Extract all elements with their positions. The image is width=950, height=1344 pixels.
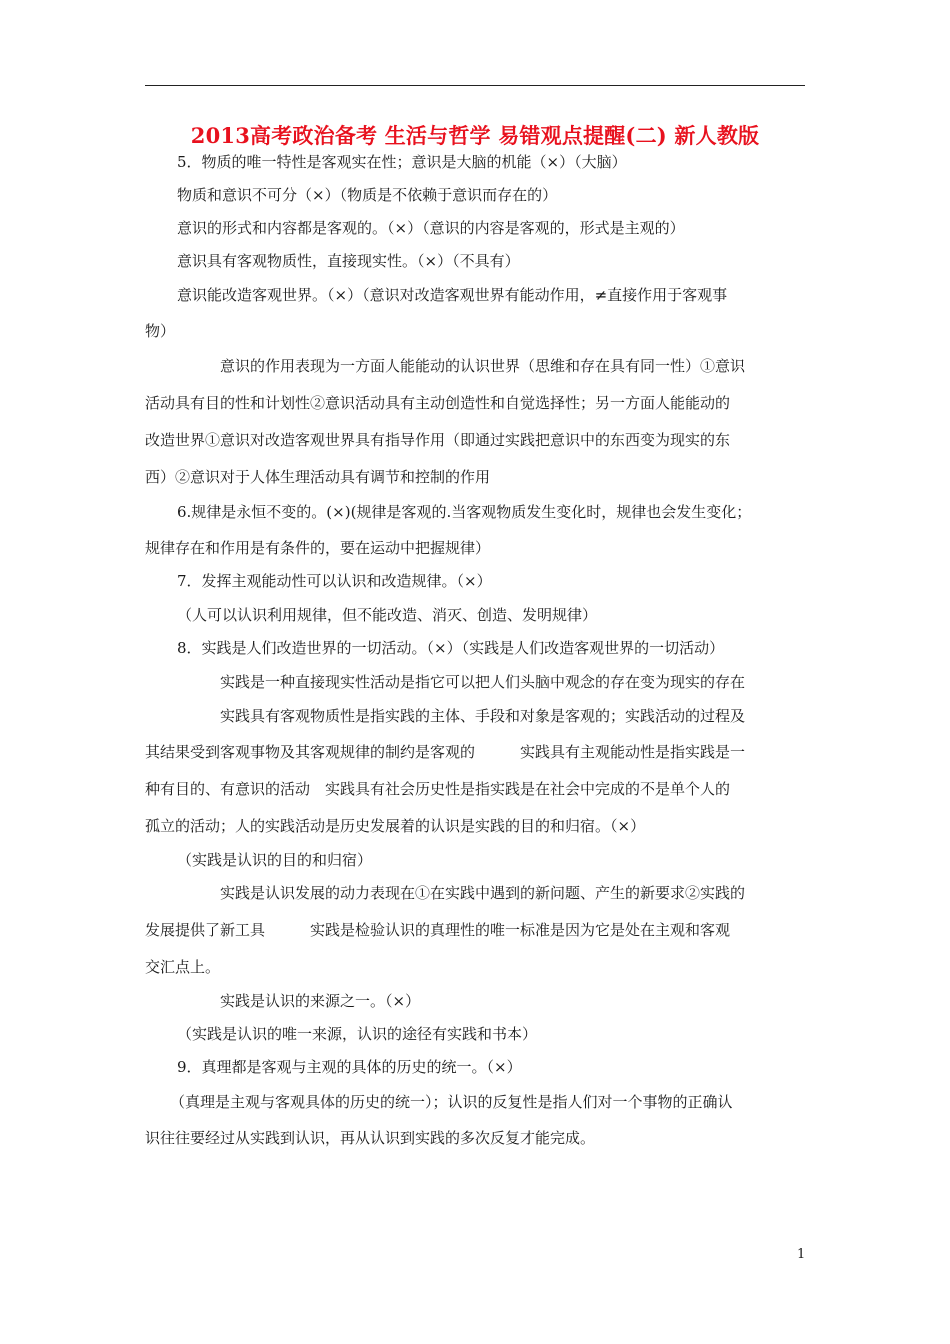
text-line: 孤立的活动；人的实践活动是历史发展着的认识是实践的目的和归宿。（×）: [145, 817, 646, 835]
text-line: 西）②意识对于人体生理活动具有调节和控制的作用: [145, 468, 491, 486]
text-line: （实践是认识的唯一来源，认识的途径有实践和书本）: [177, 1025, 538, 1043]
text-line: （实践是认识的目的和归宿）: [177, 851, 373, 869]
text-line: 发展提供了新工具 实践是检验认识的真理性的唯一标准是因为它是处在主观和客观: [145, 921, 731, 939]
text-line: 物质和意识不可分（×）（物质是不依赖于意识而存在的）: [177, 186, 558, 204]
text-line: 物）: [145, 322, 176, 340]
text-line: 7．发挥主观能动性可以认识和改造规律。（×）: [177, 572, 492, 590]
text-line: 6.规律是永恒不变的。(×)(规律是客观的.当客观物质发生变化时，规律也会发生变化；: [177, 503, 752, 521]
text-line: 活动具有目的性和计划性②意识活动具有主动创造性和自觉选择性；另一方面人能能动的: [145, 394, 731, 412]
text-line: 意识的作用表现为一方面人能能动的认识世界（思维和存在具有同一性）①意识: [220, 357, 746, 375]
text-line: （真理是主观与客观具体的历史的统一）；认识的反复性是指人们对一个事物的正确认: [170, 1093, 733, 1111]
text-line: （人可以认识利用规律，但不能改造、消灭、创造、发明规律）: [177, 606, 598, 624]
text-line: 识往往要经过从实践到认识，再从认识到实践的多次反复才能完成。: [145, 1129, 596, 1147]
document-title: 2013高考政治备考 生活与哲学 易错观点提醒(二) 新人教版: [190, 123, 760, 148]
text-line: 9．真理都是客观与主观的具体的历史的统一。（×）: [177, 1058, 522, 1076]
text-line: 实践是一种直接现实性活动是指它可以把人们头脑中观念的存在变为现实的存在: [220, 673, 746, 691]
text-line: 其结果受到客观事物及其客观规律的制约是客观的 实践具有主观能动性是指实践是一: [145, 743, 746, 761]
text-line: 改造世界①意识对改造客观世界具有指导作用（即通过实践把意识中的东西变为现实的东: [145, 431, 731, 449]
text-line: 实践是认识的来源之一。（×）: [220, 992, 421, 1010]
page-number: 1: [797, 1247, 806, 1262]
text-line: 规律存在和作用是有条件的，要在运动中把握规律）: [145, 539, 491, 557]
text-line: 8．实践是人们改造世界的一切活动。（×）（实践是人们改造客观世界的一切活动）: [177, 639, 725, 657]
text-line: 交汇点上。: [145, 958, 221, 976]
text-line: 实践是认识发展的动力表现在①在实践中遇到的新问题、产生的新要求②实践的: [220, 884, 746, 902]
text-line: 实践具有客观物质性是指实践的主体、手段和对象是客观的；实践活动的过程及: [220, 707, 746, 725]
text-line: 意识具有客观物质性，直接现实性。（×）（不具有）: [177, 252, 520, 270]
header-rule: [145, 85, 805, 86]
text-line: 意识能改造客观世界。（×）（意识对改造客观世界有能动作用，≠直接作用于客观事: [177, 286, 728, 304]
text-line: 种有目的、有意识的活动 实践具有社会历史性是指实践是在社会中完成的不是单个人的: [145, 780, 731, 798]
text-line: 意识的形式和内容都是客观的。（×）（意识的内容是客观的，形式是主观的）: [177, 219, 685, 237]
text-line: 5．物质的唯一特性是客观实在性；意识是大脑的机能（×）（大脑）: [177, 153, 627, 171]
